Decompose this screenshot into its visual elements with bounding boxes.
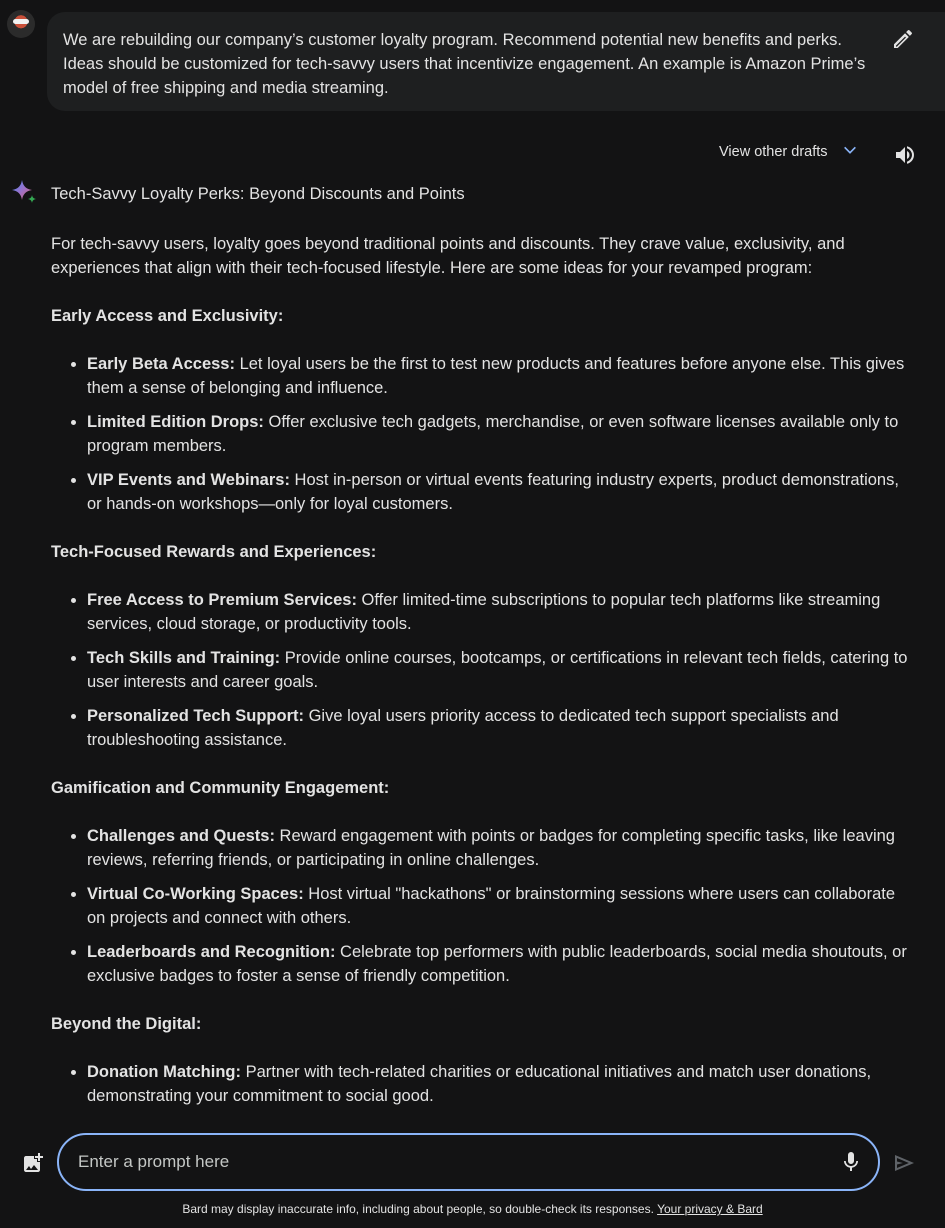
section-list xyxy=(51,588,911,752)
disclaimer-text: Bard may display inaccurate info, including about people, so double-check its responses. xyxy=(182,1202,658,1216)
pencil-icon[interactable] xyxy=(891,27,915,51)
list-item: Early Beta Access: Let loyal users be the first to test new products and features before anyone else. This gives them a sense of belonging and influence. xyxy=(87,352,911,400)
list-item: Donation Matching: Partner with tech-related charities or educational initiatives and match user donations, demonstrating your commitment to social good. xyxy=(87,1060,911,1108)
speaker-icon[interactable] xyxy=(893,143,917,167)
section-list xyxy=(51,1060,911,1108)
view-other-drafts-button[interactable] xyxy=(719,141,858,163)
section-heading: Tech-Focused Rewards and Experiences: xyxy=(51,543,377,561)
list-item: Personalized Tech Support: Give loyal users priority access to dedicated tech support specialists and troubleshooting assistance. xyxy=(87,704,911,752)
response-intro: For tech-savvy users, loyalty goes beyond traditional points and discounts. They crave value, exclusivity, and experiences that align with their tech-focused lifestyle. Here are some ideas for your revamped program: xyxy=(51,235,845,277)
section-heading: Gamification and Community Engagement: xyxy=(51,779,390,797)
list-item: VIP Events and Webinars: Host in-person or virtual events featuring industry experts, product demonstrations, or hands-on workshops—only for loyal customers. xyxy=(87,468,911,516)
chevron-down-icon xyxy=(842,142,858,162)
user-prompt-bubble xyxy=(47,12,945,111)
list-item: Free Access to Premium Services: Offer limited-time subscriptions to popular tech platforms like streaming services, cloud storage, or productivity tools. xyxy=(87,588,911,636)
section-heading: Early Access and Exclusivity: xyxy=(51,307,284,325)
send-icon[interactable] xyxy=(892,1151,916,1175)
section-heading: Beyond the Digital: xyxy=(51,1015,202,1033)
drafts-label: View other drafts xyxy=(719,144,828,160)
list-item: Limited Edition Drops: Offer exclusive tech gadgets, merchandise, or even software licenses available only to program members. xyxy=(87,410,911,458)
add-image-icon[interactable] xyxy=(21,1151,45,1175)
footer-disclaimer xyxy=(0,1202,945,1216)
list-item: Challenges and Quests: Reward engagement with points or badges for completing specific tasks, like leaving reviews, referring friends, or participating in online challenges. xyxy=(87,824,911,872)
microphone-icon[interactable] xyxy=(839,1150,863,1174)
list-item: Virtual Co-Working Spaces: Host virtual "hackathons" or brainstorming sessions where users can collaborate on projects and connect with others. xyxy=(87,882,911,930)
section-list xyxy=(51,824,911,988)
list-item: Leaderboards and Recognition: Celebrate top performers with public leaderboards, social media shoutouts, or exclusive badges to foster a sense of friendly competition. xyxy=(87,940,911,988)
section-list xyxy=(51,352,911,516)
privacy-link[interactable]: Your privacy & Bard xyxy=(657,1202,763,1216)
response-title: Tech-Savvy Loyalty Perks: Beyond Discounts and Points xyxy=(51,185,465,203)
user-prompt-text: We are rebuilding our company’s customer loyalty program. Recommend potential new benefits and perks. Ideas should be customized for tech-savvy users that incentivize engagement. An example is Amazon Prime’s model of free shipping and media streaming. xyxy=(63,31,866,97)
prompt-input[interactable] xyxy=(57,1133,880,1191)
prompt-input-bar xyxy=(0,1133,945,1191)
response-body xyxy=(51,180,911,1132)
list-item: Tech Skills and Training: Provide online courses, bootcamps, or certifications in relevant tech fields, catering to user interests and career goals. xyxy=(87,646,911,694)
sparkle-icon xyxy=(10,178,38,206)
user-avatar xyxy=(7,10,35,38)
